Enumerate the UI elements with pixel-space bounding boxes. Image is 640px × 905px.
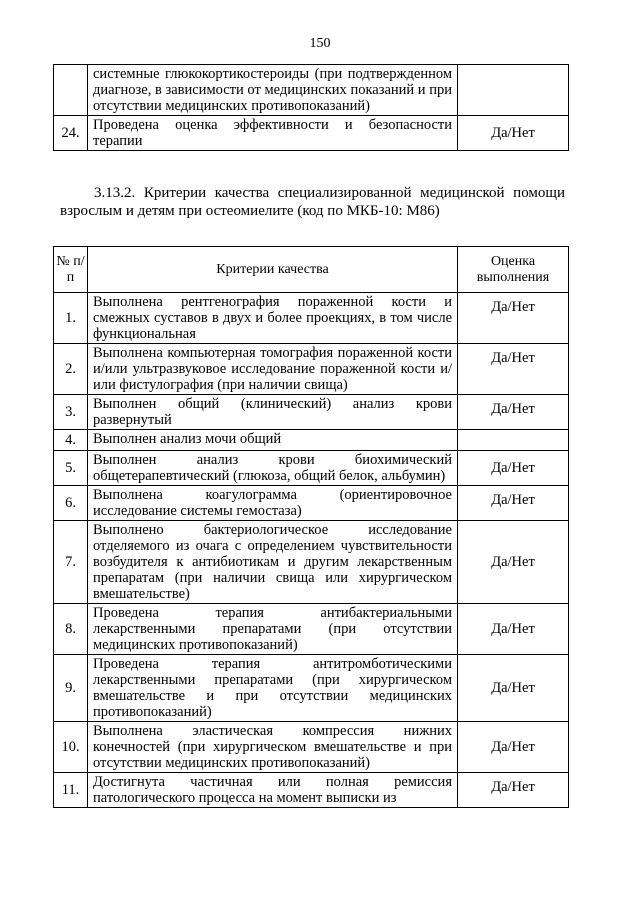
- column-header-result: Оценка выполнения: [458, 247, 569, 293]
- criterion-text: Выполнен общий (клинический) анализ крови развернутый: [88, 395, 458, 430]
- criterion-text: Выполнена рентгенография пораженной кости и смежных суставов в двух и более проекциях, в том числе функциональная: [88, 293, 458, 344]
- table-row: [54, 722, 569, 773]
- criterion-text: Выполнена компьютерная томография пораженной кости и/или ультразвуковое исследование пораженной кости и/или фистулография (при наличии свища): [88, 344, 458, 395]
- criteria-table: [53, 246, 569, 808]
- criterion-text: Выполнен анализ крови биохимический общетерапевтический (глюкоза, общий белок, альбумин): [88, 451, 458, 486]
- criterion-text: Выполнена эластическая компрессия нижних конечностей (при хирургическом вмешательстве и при отсутствии медицинских противопоказаний): [88, 722, 458, 773]
- evaluation-result: Да/Нет: [458, 722, 569, 773]
- criterion-text: Выполнен анализ мочи общий: [88, 430, 458, 451]
- table-header-row: [54, 247, 569, 293]
- row-number: 2.: [54, 344, 88, 395]
- criteria-table-continued: [53, 64, 569, 151]
- column-header-criterion: Критерии качества: [88, 247, 458, 293]
- evaluation-result: Да/Нет: [458, 395, 569, 430]
- table-row: [54, 395, 569, 430]
- evaluation-result: Да/Нет: [458, 521, 569, 604]
- table-row: [54, 604, 569, 655]
- table-row: [54, 451, 569, 486]
- evaluation-result: Да/Нет: [458, 655, 569, 722]
- column-header-number: № п/п: [54, 247, 88, 293]
- table-row: [54, 116, 569, 151]
- criterion-text: Проведена оценка эффективности и безопасности терапии: [88, 116, 458, 151]
- table-row: [54, 65, 569, 116]
- table-row: [54, 293, 569, 344]
- criterion-text: Проведена терапия антитромботическими лекарственными препаратами (при хирургическом вмешательстве и при отсутствии медицинских противопоказаний): [88, 655, 458, 722]
- evaluation-result: Да/Нет: [458, 486, 569, 521]
- table-row: [54, 486, 569, 521]
- evaluation-result: Да/Нет: [458, 344, 569, 395]
- section-heading: 3.13.2. Критерии качества специализированной медицинской помощи взрослым и детям при остеомиелите (код по МКБ-10: M86): [60, 185, 565, 219]
- row-number: 8.: [54, 604, 88, 655]
- table-row: [54, 430, 569, 451]
- evaluation-result: Да/Нет: [458, 451, 569, 486]
- table-row: [54, 344, 569, 395]
- row-number: 5.: [54, 451, 88, 486]
- criterion-text: системные глюкокортикостероиды (при подтвержденном диагнозе, в зависимости от медицинских показаний и при отсутствии медицинских противопоказаний): [88, 65, 458, 116]
- row-number: 10.: [54, 722, 88, 773]
- table-row: [54, 773, 569, 808]
- row-number: 3.: [54, 395, 88, 430]
- evaluation-result: [458, 430, 569, 451]
- criterion-text: Проведена терапия антибактериальными лекарственными препаратами (при отсутствии медицинских противопоказаний): [88, 604, 458, 655]
- table-row: [54, 521, 569, 604]
- row-number: 1.: [54, 293, 88, 344]
- evaluation-result: Да/Нет: [458, 293, 569, 344]
- row-number: 7.: [54, 521, 88, 604]
- table-row: [54, 655, 569, 722]
- criterion-text: Выполнена коагулограмма (ориентировочное исследование системы гемостаза): [88, 486, 458, 521]
- evaluation-result: [458, 65, 569, 116]
- row-number: 9.: [54, 655, 88, 722]
- criterion-text: Достигнута частичная или полная ремиссия патологического процесса на момент выписки из: [88, 773, 458, 808]
- row-number: 11.: [54, 773, 88, 808]
- row-number: 6.: [54, 486, 88, 521]
- evaluation-result: Да/Нет: [458, 116, 569, 151]
- row-number: 4.: [54, 430, 88, 451]
- row-number: [54, 65, 88, 116]
- evaluation-result: Да/Нет: [458, 604, 569, 655]
- criterion-text: Выполнено бактериологическое исследование отделяемого из очага с определением чувствительности возбудителя к антибиотикам и другим лекарственным препаратам (при наличии свища или хирургическом вмешательстве): [88, 521, 458, 604]
- evaluation-result: Да/Нет: [458, 773, 569, 808]
- page-number: 150: [309, 36, 331, 51]
- row-number: 24.: [54, 116, 88, 151]
